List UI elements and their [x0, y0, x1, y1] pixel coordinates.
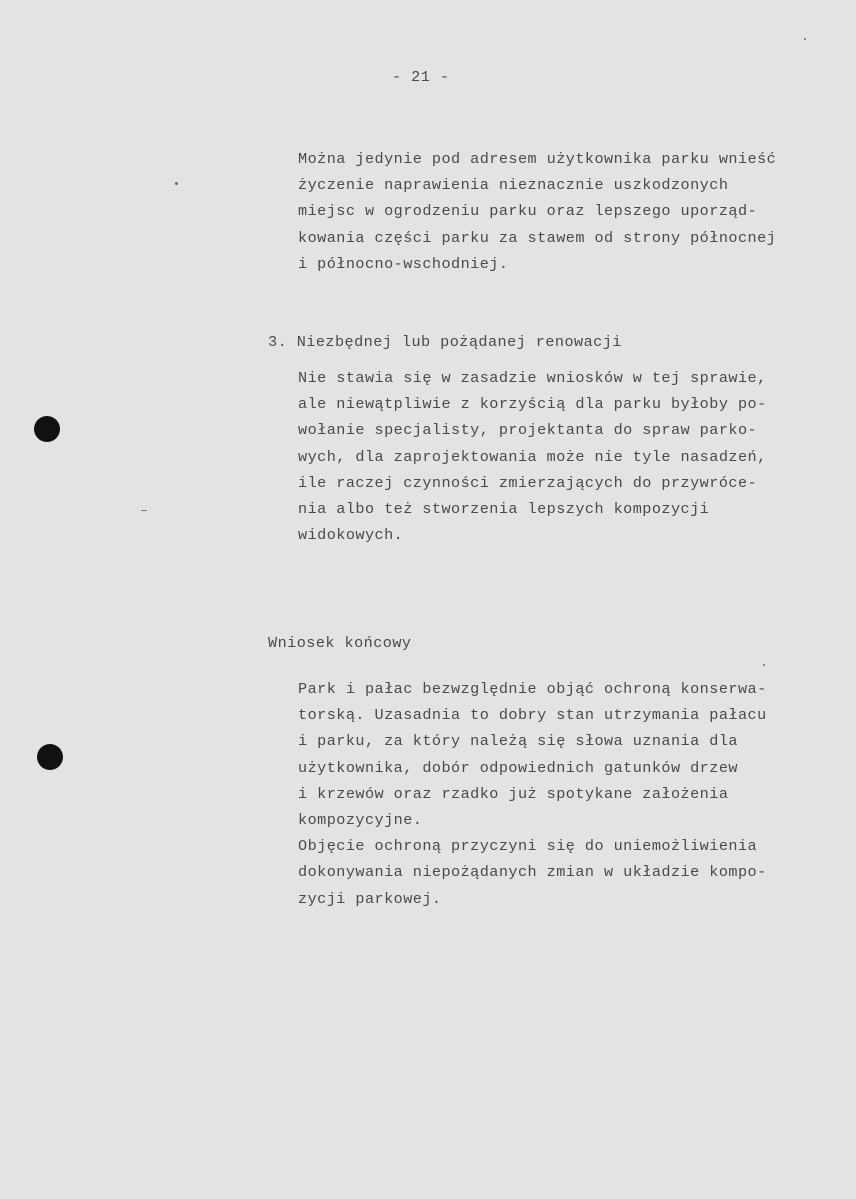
paper-speck: [141, 510, 147, 511]
page-number: - 21 -: [392, 68, 450, 86]
binder-hole: [37, 744, 63, 770]
text-line: widokowych.: [298, 526, 404, 545]
text-line: Można jedynie pod adresem użytkownika parku wnieść: [298, 150, 777, 168]
intro-paragraph: [298, 146, 776, 277]
section-3-heading: 3. Niezbędnej lub pożądanej renowacji: [268, 333, 622, 351]
section-3-paragraph: [298, 365, 767, 548]
text-line: i parku, za który należą się słowa uznania dla: [298, 732, 738, 751]
conclusion-paragraph: [298, 676, 767, 912]
text-line: użytkownika, dobór odpowiednich gatunków drzew: [298, 758, 738, 777]
binder-hole: [34, 416, 60, 442]
text-line: dokonywania niepożądanych zmian w układzie kompo-: [298, 863, 767, 882]
text-line: zycji parkowej.: [298, 889, 442, 908]
text-line: wych, dla zaprojektowania może nie tyle nasadzeń,: [298, 447, 767, 466]
text-line: Nie stawia się w zasadzie wniosków w tej sprawie,: [298, 369, 767, 387]
text-line: Objęcie ochroną przyczyni się do uniemożliwienia: [298, 837, 758, 856]
paper-speck: [763, 664, 765, 666]
text-line: ile raczej czynności zmierzających do przywróce-: [298, 473, 758, 492]
text-line: życzenie naprawienia nieznacznie uszkodzonych: [298, 176, 729, 195]
text-line: kowania części parku za stawem od strony północnej: [298, 228, 777, 247]
text-line: torską. Uzasadnia to dobry stan utrzymania pałacu: [298, 706, 767, 725]
text-line: nia albo też stworzenia lepszych kompozycji: [298, 499, 710, 518]
text-line: Park i pałac bezwzględnie objąć ochroną konserwa-: [298, 680, 767, 698]
conclusion-heading: Wniosek końcowy: [268, 634, 412, 652]
paper-speck: [804, 38, 806, 40]
text-line: kompozycyjne.: [298, 810, 423, 829]
text-line: wołanie specjalisty, projektanta do spraw parko-: [298, 421, 758, 440]
text-line: i krzewów oraz rzadko już spotykane założenia: [298, 784, 729, 803]
text-line: miejsc w ogrodzeniu parku oraz lepszego uporząd-: [298, 202, 758, 221]
paper-speck: [175, 182, 178, 185]
text-line: ale niewątpliwie z korzyścią dla parku byłoby po-: [298, 395, 767, 414]
text-line: i północno-wschodniej.: [298, 254, 509, 273]
